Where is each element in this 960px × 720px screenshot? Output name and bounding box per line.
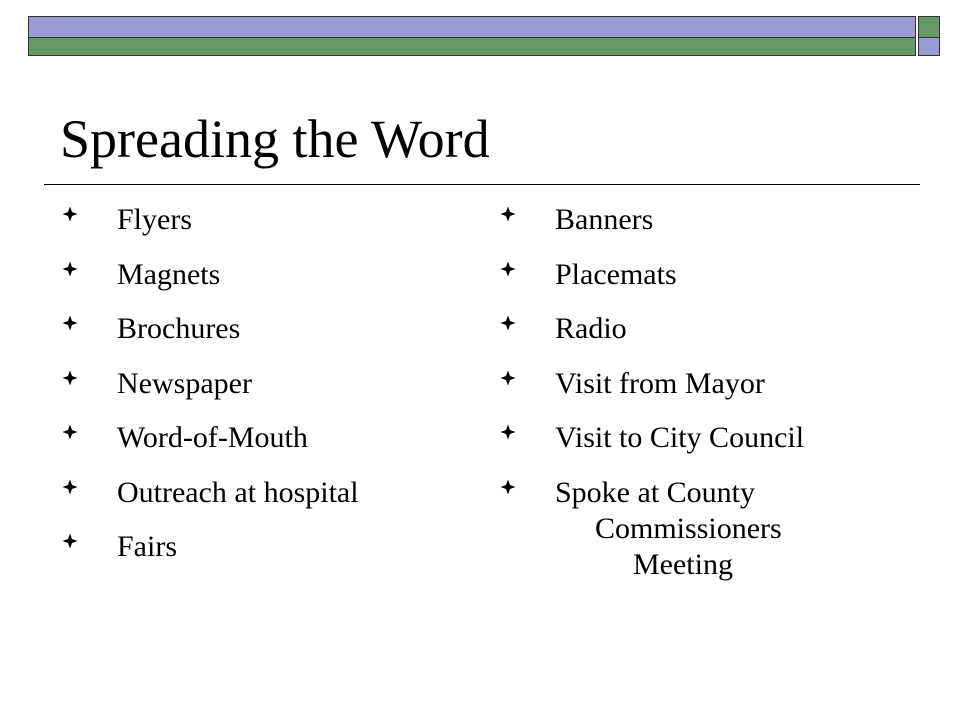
list-item bbox=[62, 523, 462, 578]
diamond-bullet-icon bbox=[62, 533, 78, 549]
header-square-top bbox=[918, 16, 940, 38]
list-item-label: Magnets bbox=[117, 257, 221, 291]
title-divider bbox=[44, 184, 920, 185]
diamond-bullet-icon bbox=[62, 315, 78, 331]
diamond-bullet-icon bbox=[500, 261, 516, 277]
list-item bbox=[500, 305, 920, 360]
list-item-label: Flyers bbox=[117, 203, 192, 236]
list-item-label-line2: Commissioners bbox=[595, 511, 782, 545]
list-item bbox=[500, 469, 920, 581]
list-item bbox=[62, 196, 462, 251]
header-bar-bottom bbox=[28, 38, 916, 56]
list-item-label: Banners bbox=[555, 203, 654, 236]
right-bullet-list bbox=[500, 196, 920, 581]
diamond-bullet-icon bbox=[62, 479, 78, 495]
list-item bbox=[500, 414, 920, 469]
list-item bbox=[500, 251, 920, 306]
list-item-label-line3: Meeting bbox=[633, 547, 733, 581]
list-item bbox=[62, 414, 462, 469]
diamond-bullet-icon bbox=[62, 370, 78, 386]
diamond-bullet-icon bbox=[62, 424, 78, 440]
diamond-bullet-icon bbox=[500, 424, 516, 440]
list-item-label: Outreach at hospital bbox=[117, 475, 359, 509]
left-bullet-list bbox=[62, 196, 462, 578]
list-item bbox=[500, 196, 920, 251]
header-bar-top bbox=[28, 16, 916, 38]
slide-title: Spreading the Word bbox=[60, 109, 490, 169]
diamond-bullet-icon bbox=[500, 315, 516, 331]
list-item-label: Visit to City Council bbox=[555, 421, 805, 454]
list-item bbox=[62, 305, 462, 360]
list-item bbox=[62, 360, 462, 415]
diamond-bullet-icon bbox=[500, 206, 516, 222]
list-item-label: Fairs bbox=[117, 530, 177, 563]
list-item bbox=[500, 360, 920, 415]
list-item-label: Word-of-Mouth bbox=[117, 421, 308, 454]
diamond-bullet-icon bbox=[62, 261, 78, 277]
list-item-label: Brochures bbox=[117, 312, 241, 345]
list-item-label: Visit from Mayor bbox=[555, 366, 765, 400]
list-item-label: Placemats bbox=[555, 257, 677, 291]
list-item bbox=[62, 469, 462, 524]
diamond-bullet-icon bbox=[62, 206, 78, 222]
list-item-label: Spoke at County bbox=[555, 475, 755, 509]
diamond-bullet-icon bbox=[500, 479, 516, 495]
list-item-label: Radio bbox=[555, 312, 627, 345]
list-item-label: Newspaper bbox=[117, 366, 252, 400]
list-item bbox=[62, 251, 462, 306]
diamond-bullet-icon bbox=[500, 370, 516, 386]
header-square-bottom bbox=[918, 38, 940, 56]
